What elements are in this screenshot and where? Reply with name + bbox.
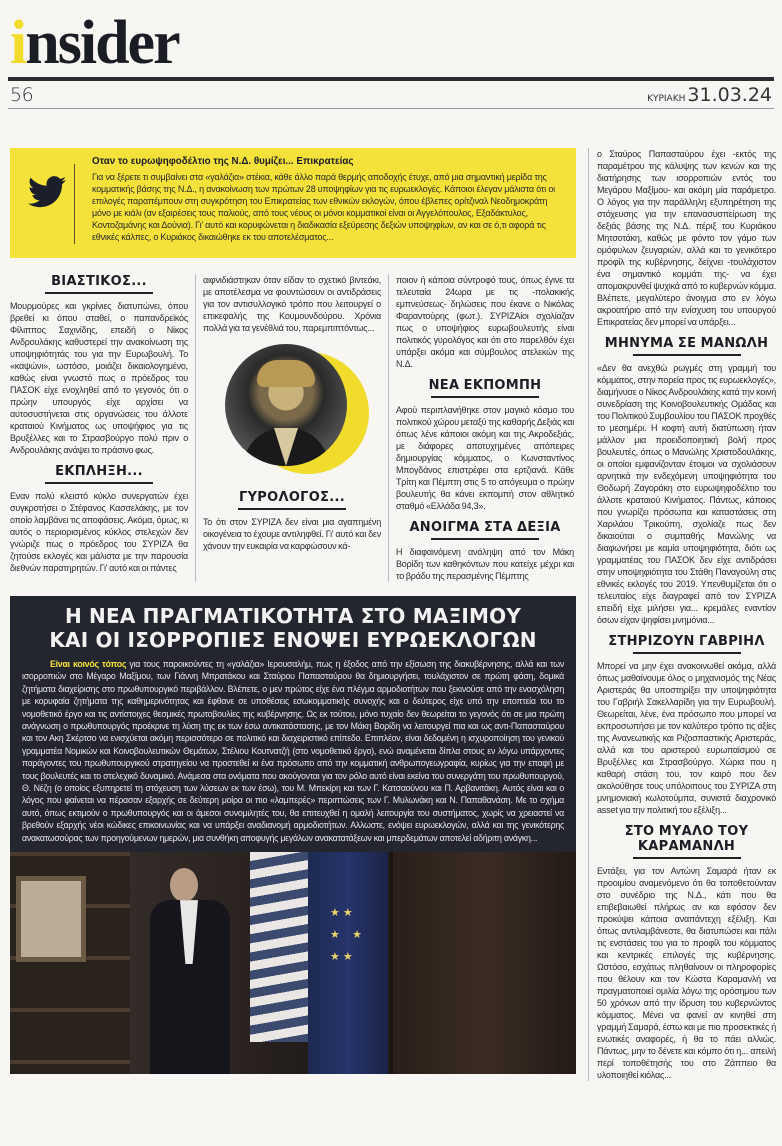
eu-flag bbox=[308, 852, 388, 1074]
header-rule-thin bbox=[8, 108, 774, 109]
left-area bbox=[10, 148, 576, 1081]
heading-viastikos: ΒΙΑΣΤΙΚΟΣ... bbox=[51, 274, 147, 289]
heading-anoigma: ΑΝΟΙΓΜΑ ΣΤΑ ΔΕΞΙΑ bbox=[409, 520, 561, 535]
heading-nea-ekpompi: ΝΕΑ ΕΚΠΟΜΠΗ bbox=[428, 378, 542, 393]
tweet-body: Για να ξέρετε τι συμβαίνει στα «γαλάζια» στέκια, κάθε άλλο παρά θερμής αποδοχής έτυχε, από μια σημαντική μερίδα της κομματικής βάσης της Ν.Δ., η ανακοίνωση των πρώτων 28 υποψηφίων για τις ευρωεκλογές. Κάποιοι έλεγαν μάλιστα ότι οι επιλογές παραπέμπουν στη συγκρότηση του Επικρατείας των εθνικών εκλογών, όπου έβλεπες ορίτζιναλ Νεοδημοκράτη μόνο με κιάλι (αν εξαιρέσεις τους παλιούς, από τους νέους οι μόνοι κομματικοί είναι οι Αγγελόπουλος, Εξαδάκτυλος, Κοντοζαμάνης και Δούνια). Γι' αυτό και κορυφώνεται η διαδικασία εξεύρεσης δεξιών υποψηφίων, αν και σε ό,τι αφορά τις εθνικές κάλπες, ο Κυριάκος δικαιώθηκε εκ του αποτελέσματος... bbox=[92, 172, 555, 242]
columns-row bbox=[10, 274, 576, 582]
column-1 bbox=[10, 274, 188, 582]
feature-photo bbox=[10, 852, 576, 1074]
wooden-door bbox=[390, 852, 576, 1074]
heading-bar bbox=[431, 396, 539, 398]
article-ekplixi: Εναν πολύ κλειστό κύκλο συνεργατών έχει συγκροτήσει ο Στέφανος Κασσελάκης, με τον οποίο λαμβάνει τις αποφάσεις. Ακόμα, όμως, κι αυτός ο περιορισμένος κύκλος στελεχών δεν γνώριζε πως ο πρόεδρος του ΣΥΡΙΖΑ θα ζητούσε εκλογές και μάλιστα με την παρουσία διεθνών παρατηρητών. Γι' αυτό και οι πάντες bbox=[10, 491, 188, 573]
page-header bbox=[0, 0, 782, 112]
page-number: 56 bbox=[10, 84, 34, 106]
article-karamanlis: Εντάξει, για τον Αντώνη Σαμαρά ήταν εκ προοιμίου αναμενόμενο ότι θα τοποθετούνταν στο συνέδριο της Ν.Δ., κάτι που θα επιβεβαιωθεί πλήρως αν και εφόσον δεν προκύψει κάποια αναπάντεχη εξέλιξη. Και όπως αντιλαμβάνεστε, θα διατυπώσει και πάλι τις ενστάσεις του για το προφίλ του κόμματος και κεντρικές επιλογές της κυβέρνησης. Ωστόσο, εσχάτως πληθαίνουν οι πληροφορίες που θέλουν και τον Κώστα Καραμανλή να πραγματοποιεί ομιλία λόγω της ορόσημου των 50 χρόνων από την ίδρυση του κυβερνώντος κόμματος. Μένει να φανεί αν κινηθεί στη γραμμή Σαμαρά, έστω και με πιο προσεκτικές ή ενωτικές αναφορές, ή θα το πάει αλλιώς. Πάντως, μην το δένετε και κόμπο ότι η... απειλή περί τοποθέτησής του στο Ζάππειο θα υλοποιηθεί κιόλας... bbox=[597, 866, 776, 1080]
right-column bbox=[588, 148, 776, 1081]
heading-bar bbox=[633, 354, 741, 356]
portrait-photo bbox=[203, 344, 381, 482]
article-anoigma-cont: ο Σταύρος Παπασταύρου έχει -εκτός της παραμέτρου της κάλυψης των κενών και της διατήρησης των ισορροπιών εντός του Μεγάρου Μαξίμου- και ακόμη μία παράμετρο. Ο λόγος για την παράλληλη εξυπηρέτηση της στόχευσης για την επανασυσπείρωση της δεξιάς βάσης της Ν.Δ. πέριξ του Κυριάκου Μητσοτάκη, καθώς με φόντο τον γάμο των ομόφυλων ζευγαριών, αλλά και το γενικότερο προφίλ της κυβέρνησης, δείχνει -τουλάχιστον ένα σημαντικό κομμάτι της- να έχει απομακρυνθεί ψυχικά από το κυβερνών κόμμα. Βλέπετε, μεγαλύτερο άνοιγμα στο εν λόγω ακροατήριο από την ενίσχυση του υπουργού Επικρατείας δεν μπορεί να υπάρξει... bbox=[597, 149, 776, 327]
issue-day: ΚΥΡΙΑΚΗ bbox=[647, 94, 686, 104]
heading-stirizoun: ΣΤΗΡΙΖΟΥΝ ΓΑΒΡΙΗΛ bbox=[608, 634, 765, 649]
heading-minima: ΜΗΝΥΜΑ ΣΕ ΜΑΝΩΛΗ bbox=[604, 336, 769, 351]
issue-date bbox=[647, 84, 772, 106]
heading-bar bbox=[45, 292, 153, 294]
person-suit bbox=[150, 900, 230, 1074]
column-divider bbox=[388, 274, 389, 582]
feature-title: Η ΝΕΑ ΠΡΑΓΜΑΤΙΚΟΤΗΤΑ ΣΤΟ ΜΑΞΙΜΟΥ ΚΑΙ ΟΙ ΙΣΟΡΡΟΠΙΕΣ ΕΝΟΨΕΙ ΕΥΡΩΕΚΛΟΓΩΝ bbox=[49, 604, 537, 652]
article-stirizoun: Μπορεί να μην έχει ανακοινωθεί ακόμα, αλλά όπως μαθαίνουμε όλος ο μηχανισμός της Νέας Αριστεράς θα υποστηρίξει την υποψηφιότητα του Γαβριήλ Σακελλαρίδη για την Ευρωβουλή. Θεωρείται, λένε, ένα πρόσωπο που μπορεί να εκπροσωπήσει με τον καλύτερο τρόπο τις αξίες της Ανανεωτικής και Ριζοσπαστικής Αριστεράς, αλλά και του αριστερού ευρωπαϊσμού σε Βρυξέλλες και Στρασβούργο. Χώρια που η καθαρή στάση του, τον καιρό που δεν ακολούθησε τους υπόλοιπους του ΣΥΡΙΖΑ στη μνημονιακή κωλοτούμπα, συνιστά διαχρονικό asset για την πολιτική του εξέλιξη... bbox=[597, 661, 776, 815]
column-3 bbox=[396, 274, 574, 582]
issue-date-value: 31.03.24 bbox=[687, 84, 772, 106]
heading-karamanlis: ΣΤΟ ΜΥΑΛΟ ΤΟΥ ΚΑΡΑΜΑΝΛΗ bbox=[624, 824, 749, 854]
twitter-bird-icon bbox=[28, 176, 66, 208]
wall-painting bbox=[16, 876, 86, 962]
heading-bar bbox=[633, 652, 741, 654]
greek-flag bbox=[250, 852, 308, 1042]
feature-article bbox=[10, 596, 576, 1074]
page-body bbox=[0, 148, 782, 1081]
column-2 bbox=[203, 274, 381, 582]
person-head bbox=[170, 868, 198, 902]
divider bbox=[74, 164, 75, 244]
feature-lead: Είναι κοινός τόπος bbox=[50, 659, 127, 669]
feature-body: Είναι κοινός τόπος για τους παροικούντες τη «γαλάζια» Ιερουσαλήμ, πως η έξοδος από την εξίσωση της διακυβέρνησης, αλλά και των ισορροπιών στο Μέγαρο Μαξίμου, των Γιάννη Μπρατάκου και Σταύρου Παπασταύρου θα δημιουργήσει, τουλάχιστον σε πρώτη φάση, δομικά ζητήματα διαχείρισης στο πρωθυπουργικό περιβάλλον. Βλέπετε, ο μεν πρώτος είχε ένα πλέγμα αρμοδιοτήτων που ξεκινούσε από την ενασχόληση με κορυφαία ζητήματα της καθημερινότητας και έφθανε σε υποθέσεις εσωκομματικής συνοχής και ο δεύτερος είχε υπό την εποπτεία του το νομοθετικό έργο και τις αντίστοιχες θεσμικές πρωτοβουλίες της κυβέρνησης. Ως εκ τούτου, μόνο τυχαίο δεν θεωρείται το γεγονός ότι σε μια πρώτη ανάγνωση ο πρωθυπουργός προέκρινε τη λύση της εκ των έσω αντικατάστασης, με τον Μάκη Βορίδη να λειτουργεί πια και ως αντι-Παπασταύρου και τον Ακη Σκέρτσο να ενισχύεται ακόμη περισσότερο σε πολιτικό και διαχειριστικό επίπεδο. Επιπλέον, είναι δεδομένη η ισχυροποίηση του γενικού γραμματέα Νομικών και Κοινοβουλευτικών Θεμάτων, Στέλιου Κουτνατζή (στο νομοθετικό έργο), ενώ αναμένεται δίπλα στους εν λόγω υπάρχοντες παράγοντες του πρωθυπουργικού στρατηγείου να προστεθεί κι ένα πρόσωπο από την κομματική ανθρωπογεωγραφία, κυρίως για την επαφή με τους βουλευτές και το στελεχικό δυναμικό. Ανάμεσα στα ονόματα που ακούγονται για τον ρόλο αυτό είναι εκείνα του συνεργάτη του πρωθυπουργού, Θ. Νέζη (ο οποίος εξυπηρετεί τη στόχευση των λύσεων εκ των έσω), του Μ. Μπεκίρη και των Γ. Κατσαούνου και Π. Αρβανιτάκη. Αυτός είναι και ο λόγος που φαίνεται να πέρασαν εξαρχής σε δεύτερη μοίρα οι πιο «λαμπερές» περιπτώσεις των Γ. Μυλωνάκη και Ν. Παπαθανάση. Με το σχήμα αυτό, όπως εκτιμούν ο πρωθυπουργός και οι άμεσοι συνομιλητές του, θα επιτευχθεί η ομαλή λειτουργία του συστήματος, χωρίς να χρειαστεί να βρεθούν εξαρχής νέοι κώδικες επικοινωνίας και να υπάρξει αναδιανομή αρμοδιοτήτων. Αλλωστε, ενόψει ευρωεκλογών, αλλά και της γενικότερης ανακατωσούρας των προηγούμενων ημερών, μια συνθήκη αποφυγής μεγάλων ανακατατάξεων και μπερδεμάτων αποτελεί αδήριτη ανάγκη... bbox=[22, 659, 564, 843]
eu-stars: ★ ★ ★ ★ ★ ★ bbox=[330, 907, 362, 964]
article-gyrologos: Το ότι στον ΣΥΡΙΖΑ δεν είναι μια αγαπημένη οικογένεια το έχουμε αντιληφθεί. Γι' αυτό και δεν χάνουν την ευκαιρία να καρφώσουν κά- bbox=[203, 517, 381, 551]
heading-bar bbox=[45, 482, 153, 484]
heading-bar bbox=[238, 508, 346, 510]
header-rule bbox=[8, 77, 774, 81]
article-nea-ekpompi: Αφού περιπλανήθηκε στον μαγικό κόσμο του πολιτικού χώρου μεταξύ της καθαρής Δεξιάς και όπως λένε κάποιοι ακόμη και της Ακροδεξιάς, με διάφορες αποτυχημένες απόπειρες δημιουργίας κόμματος, ο Κωνσταντίνος Μπογδάνος επιστρέφει στα ερτζιανά. Κάθε Τρίτη και Πέμπτη στις 5 το απόγευμα ο πρώην βουλευτής θα κάνει εκπομπή στον αθλητικό σταθμό «Ελλάδα 94,3». bbox=[396, 405, 574, 511]
article-viastikos: Μουρμούρες και γκρίνιες διατυπώνει, όπου βρεθεί κι όπου σταθεί, ο παπανδρεϊκός Φίλιππος Σαχινίδης, επειδή ο Νίκος Ανδρουλάκης καθυστερεί την ανακοίνωση της υποψηφιότητάς του για την Ευρωβουλή. Το «καψώνι», ωστόσο, μοιάζει δικαιολογημένο, καθώς είναι γνωστό πως ο πρόεδρος του ΠΑΣΟΚ είχε ενοχληθεί από το γεγονός ότι ο πρώην υπουργός είχε αρχίσει να αυτοσυστήνεται στις οργανώσεις του άλλοτε κραταιού Κινήματος ως υποψήφιος για τις Βρυξέλλες και το Στρασβούργο πολύ πριν ο Ανδρουλάκης ανάψει το πράσινο φως. bbox=[10, 301, 188, 455]
tweet-title: Οταν το ευρωψηφοδέλτιο της Ν.Δ. θυμίζει... Επικρατείας bbox=[92, 156, 354, 167]
heading-gyrologos: ΓΥΡΟΛΟΓΟΣ... bbox=[238, 490, 346, 505]
tweet-box bbox=[10, 148, 576, 258]
heading-bar bbox=[431, 538, 539, 540]
article-gyrologos-cont: ποιον ή κάποια σύντροφό τους, όπως έγινε τα τελευταία 24ωρα με τις -πολακικής εμπνεύσεως- δηλώσεις που έκανε ο Νικόλας Φαραντούρης (φωτ.). ΣΥΡΙΖΑίοι σχολίαζαν πως ο υποψήφιος ευρωβουλευτής είναι πολιτικός γυρολόγος και ότι στο παρελθόν έχει υπάρξει ακόμα και σύμβουλος ατελεκών της Ν.Δ. bbox=[396, 275, 574, 369]
portrait-face bbox=[225, 344, 347, 466]
article-ekplixi-cont: αιφνιδιάστηκαν όταν είδαν το σχετικό βιντεάκι, με αποτέλεσμα να φουντώσουν οι αντιδράσεις για τον αντισυλλογικό τρόπο που λειτουργεί ο επικεφαλής της Κουμουνδούρου. Χρόνια πολλά για τα γενέθλιά του, παρεμπιπτόντως... bbox=[203, 275, 381, 333]
heading-ekplixi: ΕΚΠΛΗΞΗ... bbox=[55, 464, 143, 479]
article-minima: «Δεν θα ανεχθώ ρωγμές στη γραμμή του κόμματος, στην πορεία προς τις ευρωεκλογές», διαμήνυσε ο Νίκος Ανδρουλάκης κατά την κοινή συνεδρίαση της Κοινοβουλευτικής Ομάδας και του Πολιτικού Συμβουλίου του ΠΑΣΟΚ προχθές το μεσημέρι. Η κοφτή αυτή διατύπωση ήταν μάλλον μια προειδοποιητική βολή προς βουλευτές, όπως ο Μανώλης Χριστοδουλάκης, οι οποίοι εμφανίζονταν έτοιμοι να σχολιάσουν αρνητικά την ενδεχόμενη υποψηφιότητα του Θοδωρή Ζαγοράκη στο ευρωψηφοδέλτιο του άλλοτε κραταιού Κινήματος. Πάντως, κάποιος που γνωρίζει πρόσωπα και καταστάσεις στη Χαριλάου Τρικούπη, σχολίαζε πως δεν δικαιούται ο συμπαθής Μανώλης να διαφωνήσει με καμία υποψηφιότητα, διότι ως γραμματέας του ΠΑΣΟΚ δεν είχε αντιδράσει στην υποψηφιότητα του Στάθη Παναγούλη στις εθνικές εκλογές του 2019. Υπενθυμίζεται ότι ο τελευταίος είχε διαγραφεί από τον ΣΥΡΙΖΑ επειδή είχε μιλήσει για... κρεμάλες εναντίον όσων είχαν ψηφίσει μνημόνια... bbox=[597, 363, 776, 625]
article-anoigma: Η διαφαινόμενη ανάληψη από τον Μάκη Βορίδη των καθηκόντων που κατείχε μέχρι και το βράδυ της περασμένης Πέμπτης bbox=[396, 547, 574, 581]
masthead-logo: insider bbox=[10, 9, 179, 77]
column-divider bbox=[195, 274, 196, 582]
heading-bar bbox=[633, 857, 741, 859]
